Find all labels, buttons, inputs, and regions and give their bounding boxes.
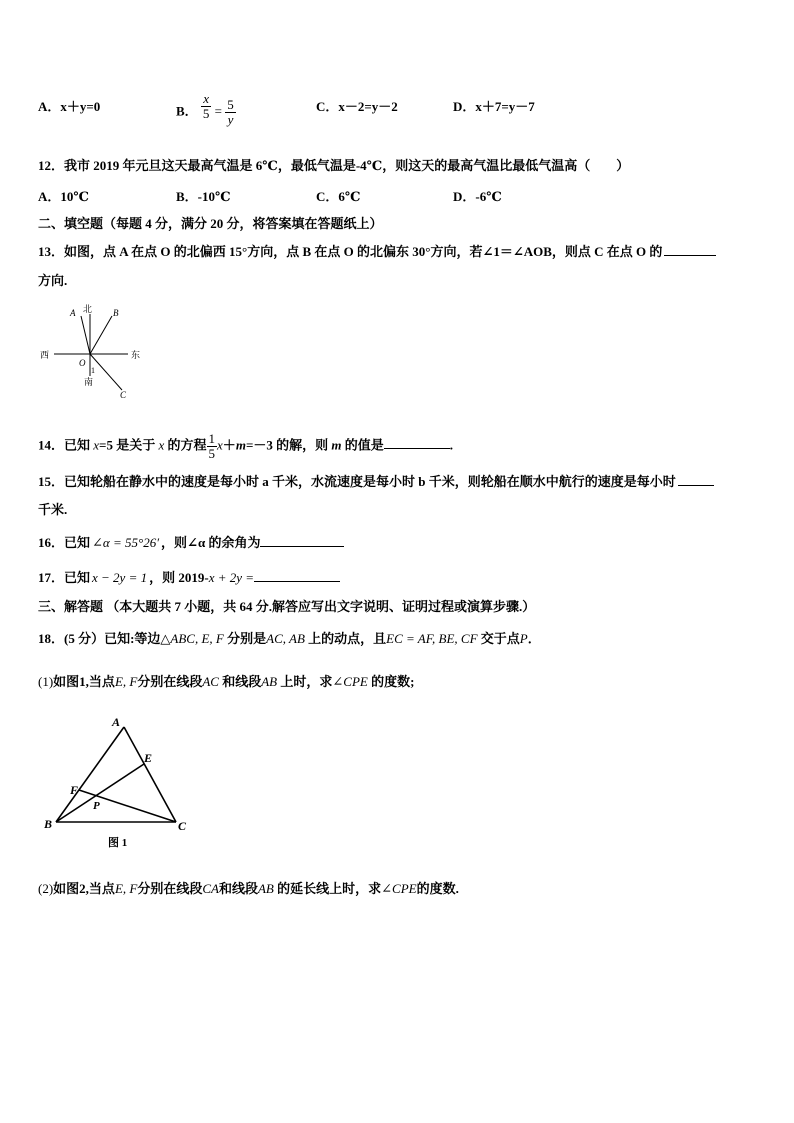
q15-answer-blank[interactable] (678, 471, 714, 486)
q13-answer-blank[interactable] (664, 241, 716, 256)
part1-segment-ab: AB (261, 674, 278, 689)
q18-part-2 (38, 880, 459, 898)
side-ab (56, 727, 124, 822)
q13-text: 13．如图，点 A 在点 O 的北偏西 15°方向，点 B 在点 O 的北偏东 30°方向，若∠1＝∠AOB，则点 C 在点 O 的 (38, 244, 663, 259)
part-number: (2) (38, 881, 54, 896)
label-b: B (113, 308, 119, 318)
q11-option-d: D．x＋7=y－7 (453, 99, 535, 114)
q14-line (38, 432, 453, 461)
figure-1-caption: 图 1 (108, 837, 128, 849)
q16-answer-blank[interactable] (260, 532, 344, 547)
label-e: E (144, 751, 153, 765)
q17-expression-2: x + 2y = (208, 570, 255, 585)
var-m: m (235, 437, 246, 453)
label-angle-1: 1 (91, 366, 95, 375)
q17-expression: x − 2y = 1 (92, 570, 148, 585)
q14-text-end: . (449, 437, 453, 453)
q15-text: 15．已知轮船在静水中的速度是每小时 a 千米，水流速度是每小时 b 千米，则轮船在顺水中航行的速度是每小时 (38, 474, 676, 489)
part2-text-e: 的度数. (416, 881, 459, 896)
q14-text-pre: 14．已知 (38, 437, 94, 453)
q12-option-d: D．-6℃ (453, 189, 502, 204)
part1-text-a: 如图1,当点 (53, 674, 115, 689)
label-c: C (178, 819, 187, 833)
label-f: F (70, 783, 79, 797)
q17-answer-blank[interactable] (254, 567, 340, 582)
part1-points: E, F (114, 674, 138, 689)
fraction-numerator: 5 (227, 97, 234, 112)
label-west: 西 (40, 350, 50, 360)
plus-sign: ＋ (222, 437, 236, 453)
part2-text-b: 分别在线段 (137, 881, 203, 896)
ray-ob (90, 316, 112, 354)
label-p: P (93, 800, 100, 812)
q17-line (38, 567, 340, 587)
q14-text-mid1: =5 是关于 (99, 437, 159, 453)
part1-text-e: 的度数; (367, 674, 415, 689)
q13-line-1 (38, 241, 716, 261)
q15-line-1 (38, 471, 714, 491)
q11-option-c: C．x－2=y－2 (316, 99, 398, 114)
q18-text-e: ． (527, 631, 541, 646)
q18-triangle: △ABC, E, F (160, 631, 224, 646)
q18-text-c: 上的动点，且 (304, 631, 387, 646)
q18-figure-1 (44, 712, 204, 852)
q15-line-2: 千米. (38, 502, 68, 517)
part2-text-c: 和线段 (218, 881, 258, 896)
var-x: x (93, 437, 100, 453)
q17-text-pre: 17．已知 (38, 570, 91, 585)
q16-expression: ∠α = 55°26′ (92, 535, 160, 550)
section-2-heading: 二、填空题（每题 4 分，满分 20 分，将答案填在答题纸上） (38, 216, 383, 231)
part2-angle: ∠CPE (381, 881, 417, 896)
q11-option-b-fraction-2 (225, 98, 236, 127)
var-x: x (217, 437, 223, 453)
fraction-denominator: 5 (208, 446, 216, 461)
q18-text-d: 交于点 (477, 631, 520, 646)
q13-line-2: 方向. (38, 273, 68, 288)
part2-text-a: 如图2,当点 (53, 881, 115, 896)
label-a: A (70, 308, 76, 318)
q18-stem (38, 630, 541, 648)
q11-option-a: A．x＋y=0 (38, 99, 101, 114)
q14-answer-blank[interactable] (384, 434, 450, 449)
label-north: 北 (83, 304, 93, 314)
q14-text-mid2: 的方程 (164, 437, 207, 453)
q11-option-b (176, 91, 236, 127)
part1-text-d: 上时，求 (277, 674, 333, 689)
label-a: A (112, 715, 121, 729)
q18-segments: AC, AB (266, 631, 305, 646)
q16-text-pre: 16．已知 (38, 535, 91, 550)
q12-stem: 12．我市 2019 年元旦这天最高气温是 6℃，最低气温是-4℃，则这天的最高气温比最低气温高（ ） (38, 158, 630, 173)
q18-text-a: 18．(5 分）已知:等边 (38, 631, 161, 646)
ray-oa (81, 316, 90, 354)
q16-line (38, 532, 344, 552)
part1-segment-ac: AC (202, 674, 219, 689)
part1-angle: ∠CPE (332, 674, 368, 689)
part2-segment-ca: CA (202, 881, 219, 896)
q18-condition: EC = AF, BE, CF (386, 631, 478, 646)
q14-text-mid3: =－3 的解，则 (245, 437, 332, 453)
var-x: x (158, 437, 165, 453)
q18-point-p: P (519, 631, 528, 646)
equals-sign: = (214, 103, 223, 119)
q18-part-1 (38, 673, 414, 691)
fraction-denominator: y (227, 112, 234, 127)
fraction-numerator: 1 (208, 431, 216, 446)
q18-text-b: 分别是 (223, 631, 267, 646)
q11-option-b-prefix: B． (176, 103, 198, 119)
q11-option-b-fraction-1 (201, 92, 212, 121)
q17-text-post: ，则 2019- (149, 570, 209, 585)
section-3-heading: 三、解答题 （本大题共 7 小题，共 64 分.解答应写出文字说明、证明过程或演算步骤.） (38, 599, 536, 614)
q16-text-post: ，则∠α 的余角为 (161, 535, 261, 550)
fraction-numerator: x (201, 92, 212, 107)
q12-option-b: B．-10℃ (176, 189, 231, 204)
part1-text-c: 和线段 (218, 674, 262, 689)
q14-text-post: 的值是 (341, 437, 384, 453)
part-number: (1) (38, 674, 54, 689)
fraction-denominator: 5 (202, 106, 210, 121)
var-m: m (331, 437, 342, 453)
label-south: 南 (84, 377, 94, 387)
label-b: B (44, 817, 53, 831)
q13-compass-figure (36, 300, 146, 415)
part2-points: E, F (114, 881, 138, 896)
label-c: C (120, 390, 127, 400)
part1-text-b: 分别在线段 (137, 674, 203, 689)
label-east: 东 (131, 350, 141, 360)
label-o: O (79, 358, 86, 368)
part2-segment-ab: AB (257, 881, 274, 896)
part2-text-d: 的延长线上时，求 (273, 881, 382, 896)
q12-option-a: A．10℃ (38, 189, 89, 204)
q14-fraction (207, 432, 218, 461)
q12-option-c: C．6℃ (316, 189, 361, 204)
